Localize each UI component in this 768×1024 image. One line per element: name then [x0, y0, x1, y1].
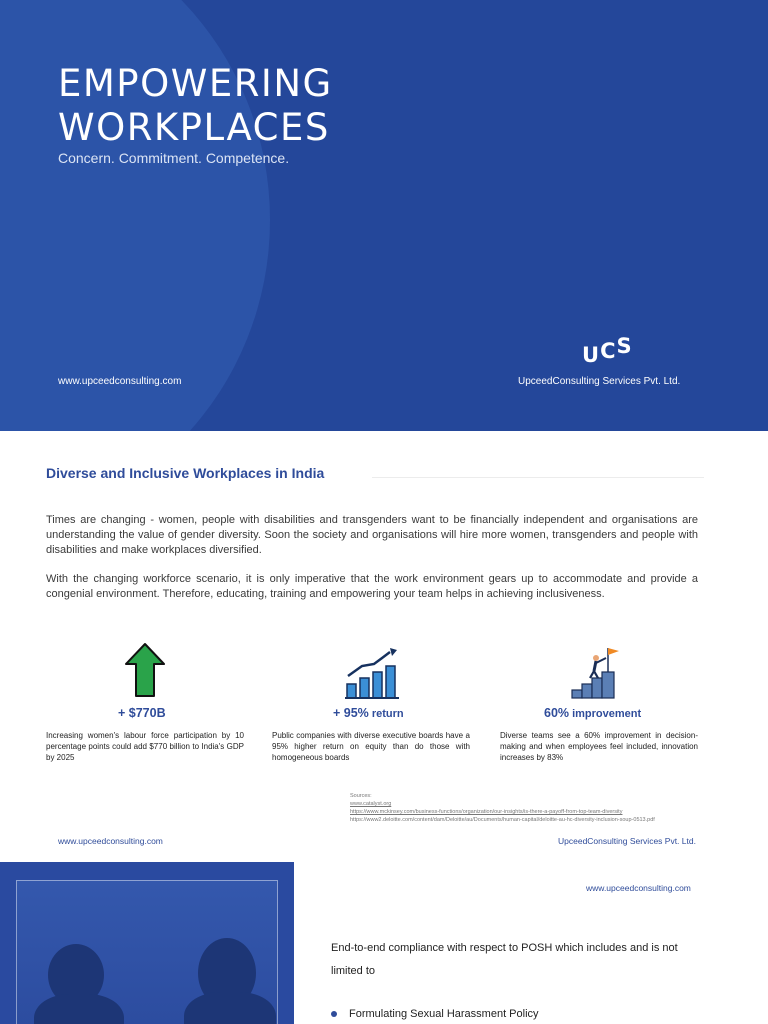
logo-letter-c: C	[600, 339, 617, 363]
posh-intro-text: End-to-end compliance with respect to POSH which includes and is not limited to	[331, 942, 678, 977]
intro-paragraph-2: With the changing workforce scenario, it is only imperative that the work environment gears up to accommodate and provide a congenial environment. Therefore, educating, training and empowering your team helps in achieving inclusiveness.	[46, 573, 698, 600]
stat-label: return	[368, 708, 404, 720]
source-link-2[interactable]: https://www.mckinsey.com/business-functions/organization/our-insights/is-there-a-payoff-from-top-team-diversity	[350, 809, 623, 815]
hero-title-line-2: WORKPLACES	[58, 106, 330, 149]
stat-description-improvement: Diverse teams see a 60% improvement in decision-making and when employees feel included, innovation increases by 83%	[500, 731, 698, 762]
hero-tagline: Concern. Commitment. Competence.	[58, 150, 290, 166]
hero-title	[58, 62, 333, 150]
stat-prefix: +	[333, 706, 344, 720]
hero-company-name: UpceedConsulting Services Pvt. Ltd.	[518, 376, 681, 387]
stat-value-return	[333, 706, 404, 720]
sources-block	[350, 792, 655, 824]
intro-paragraph-1: Times are changing - women, people with disabilities and transgenders want to be financially independent and organisations are understanding the value of gender diversity. Soon the society and organisations will hire more women, transgenders and people with disabilities and make workplaces diversified.	[46, 514, 698, 556]
green-up-arrow-icon	[124, 642, 166, 698]
list-item-label: Formulating Sexual Harassment Policy	[349, 1008, 539, 1020]
growth-bar-chart-icon	[344, 646, 400, 700]
stat-number: 60%	[544, 706, 570, 720]
cover-hero	[0, 0, 768, 431]
stat-description-return: Public companies with diverse executive boards have a 95% higher return on equity than do those with homogeneous boards	[272, 731, 470, 762]
logo-letter-s: S	[616, 334, 633, 358]
hero-website-link[interactable]: www.upceedconsulting.com	[58, 376, 182, 387]
stat-value-gdp	[118, 706, 166, 720]
page2-website-link[interactable]: www.upceedconsulting.com	[58, 836, 163, 846]
stat-number: $770B	[128, 706, 166, 720]
stat-label: improvement	[569, 708, 642, 720]
section-title: Diverse and Inclusive Workplaces in India	[46, 465, 325, 481]
stat-number: 95%	[343, 706, 369, 720]
stat-prefix: +	[118, 706, 129, 720]
ucs-logo-icon	[582, 334, 633, 367]
page3-website-link[interactable]: www.upceedconsulting.com	[586, 883, 691, 893]
person-shoulders-icon	[34, 994, 124, 1024]
stat-description-gdp: Increasing women's labour force participation by 10 percentage points could add $770 billion to India's GDP by 2025	[46, 731, 244, 762]
section-divider	[372, 477, 704, 478]
logo-letter-u: U	[582, 343, 601, 367]
source-link-1[interactable]: www.catalyst.org	[350, 801, 392, 807]
bullet-icon	[331, 1011, 337, 1017]
person-shoulders-icon	[184, 992, 276, 1024]
sources-heading: Sources:	[350, 793, 372, 799]
climber-with-flag-icon	[570, 644, 622, 700]
page2-company-name: UpceedConsulting Services Pvt. Ltd.	[558, 836, 696, 846]
source-link-3[interactable]: https://www2.deloitte.com/content/dam/Deloitte/au/Documents/human-capital/deloitte-au-hc-diversity-inclusion-soup-0513.pdf	[350, 817, 655, 823]
posh-services-list	[331, 1008, 539, 1020]
hero-title-line-1: EMPOWERING	[58, 62, 333, 105]
list-item	[331, 1008, 539, 1020]
office-photo-panel	[0, 862, 294, 1024]
stat-value-improvement	[544, 706, 641, 720]
